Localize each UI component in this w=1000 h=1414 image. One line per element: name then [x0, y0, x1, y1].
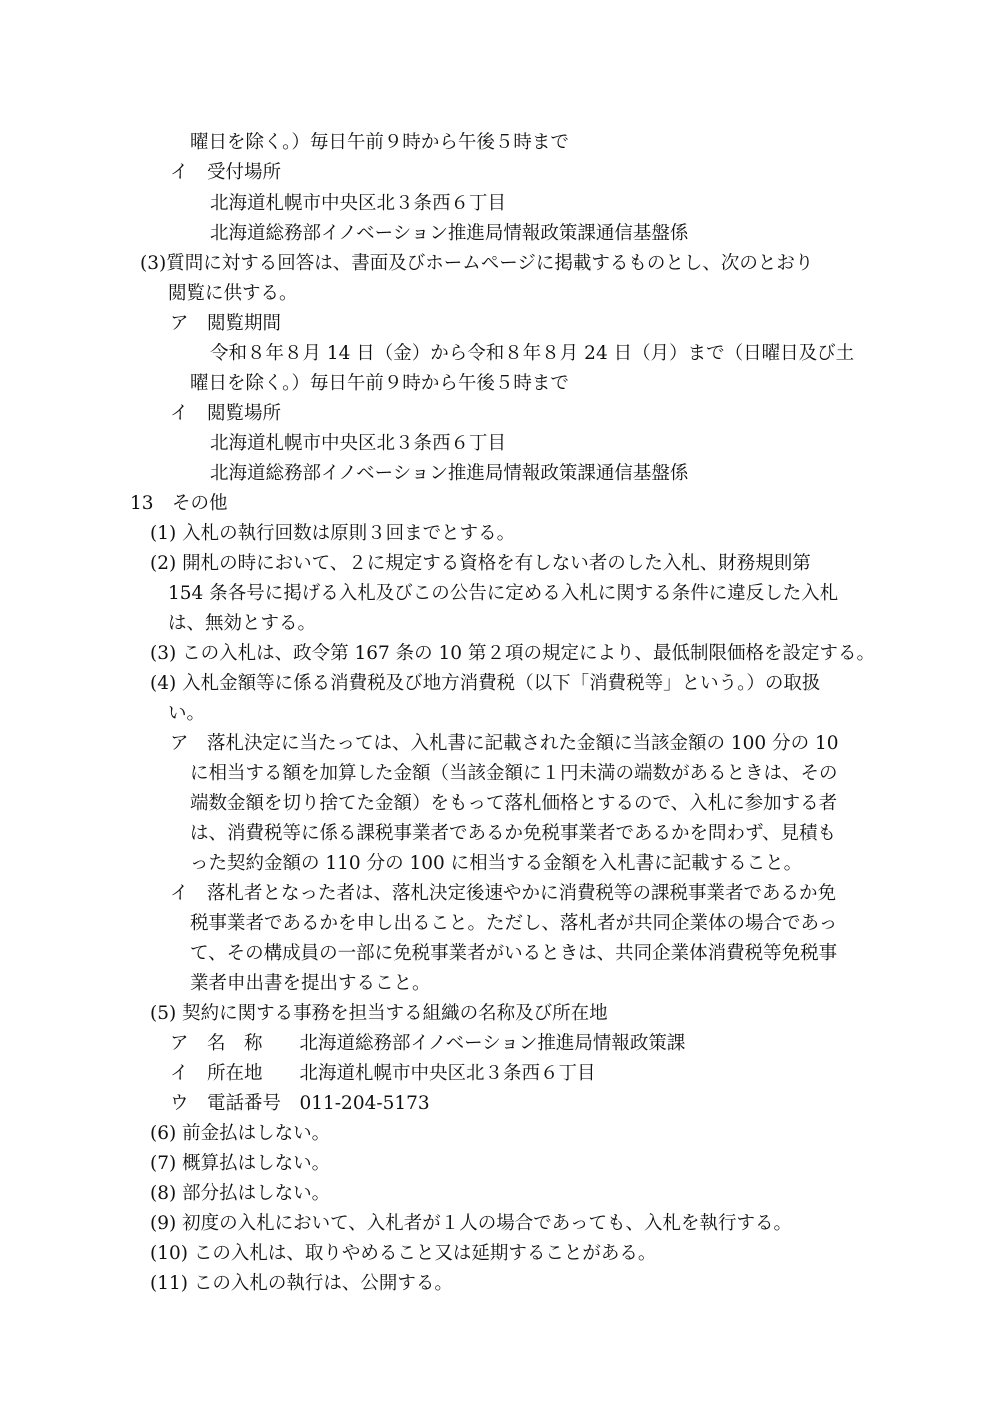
text-line: 業者申出書を提出すること。 [190, 973, 431, 994]
text-line: 端数金額を切り捨てた金額）をもって落札価格とするので、入札に参加する者 [190, 793, 838, 814]
text-line: イ 所在地 北海道札幌市中央区北３条西６丁目 [170, 1063, 596, 1084]
text-line: (3)質問に対する回答は、書面及びホームページに掲載するものとし、次のとおり [140, 253, 814, 274]
section-heading: 13 その他 [130, 493, 228, 514]
text-line: (2) 開札の時において、２に規定する資格を有しない者のした入札、財務規則第 [150, 553, 811, 574]
text-line: 北海道札幌市中央区北３条西６丁目 [210, 193, 507, 214]
text-line: (3) この入札は、政令第 167 条の 10 第２項の規定により、最低制限価格を設定する。 [150, 643, 875, 664]
text-line: は、無効とする。 [168, 613, 317, 634]
text-line: 北海道総務部イノベーション推進局情報政策課通信基盤係 [210, 463, 689, 484]
text-line: (4) 入札金額等に係る消費税及び地方消費税（以下「消費税等」という。）の取扱 [150, 673, 821, 694]
text-line: イ 受付場所 [170, 162, 282, 183]
text-line: 閲覧に供する。 [168, 283, 298, 304]
text-line: イ 閲覧場所 [170, 403, 282, 424]
text-line: (10) この入札は、取りやめること又は延期することがある。 [150, 1243, 657, 1264]
text-line: に相当する額を加算した金額（当該金額に１円未満の端数があるときは、その [190, 763, 838, 784]
text-line: は、消費税等に係る課税事業者であるか免税事業者であるかを問わず、見積も [190, 823, 837, 844]
text-line: 令和８年８月 14 日（金）から令和８年８月 24 日（月）まで（日曜日及び土 [210, 343, 855, 364]
text-line: (7) 概算払はしない。 [150, 1153, 331, 1174]
text-line: ア 名 称 北海道総務部イノベーション推進局情報政策課 [170, 1033, 686, 1054]
text-line: (5) 契約に関する事務を担当する組織の名称及び所在地 [150, 1003, 608, 1024]
text-line: ウ 電話番号 011-204-5173 [170, 1093, 430, 1114]
text-line: (6) 前金払はしない。 [150, 1123, 331, 1144]
text-line: ア 閲覧期間 [170, 313, 282, 334]
text-line: (11) この入札の執行は、公開する。 [150, 1273, 453, 1294]
text-line: 北海道総務部イノベーション推進局情報政策課通信基盤係 [210, 223, 689, 244]
text-line: て、その構成員の一部に免税事業者がいるときは、共同企業体消費税等免税事 [190, 943, 838, 964]
text-line: 154 条各号に掲げる入札及びこの公告に定める入札に関する条件に違反した入札 [168, 583, 839, 604]
text-line: った契約金額の 110 分の 100 に相当する金額を入札書に記載すること。 [190, 853, 803, 874]
text-line: (9) 初度の入札において、入札者が１人の場合であっても、入札を執行する。 [150, 1213, 793, 1234]
text-line: (8) 部分払はしない。 [150, 1183, 331, 1204]
text-line: 曜日を除く。）毎日午前９時から午後５時まで [190, 373, 569, 394]
text-line: 税事業者であるかを申し出ること。ただし、落札者が共同企業体の場合であっ [190, 913, 838, 934]
text-line: 北海道札幌市中央区北３条西６丁目 [210, 433, 507, 454]
text-line: い。 [168, 703, 206, 724]
text-line: ア 落札決定に当たっては、入札書に記載された金額に当該金額の 100 分の 10 [170, 733, 839, 754]
text-line: 曜日を除く。）毎日午前９時から午後５時まで [190, 132, 569, 153]
text-line: (1) 入札の執行回数は原則３回までとする。 [150, 523, 516, 544]
text-line: イ 落札者となった者は、落札決定後速やかに消費税等の課税事業者であるか免 [170, 883, 837, 904]
